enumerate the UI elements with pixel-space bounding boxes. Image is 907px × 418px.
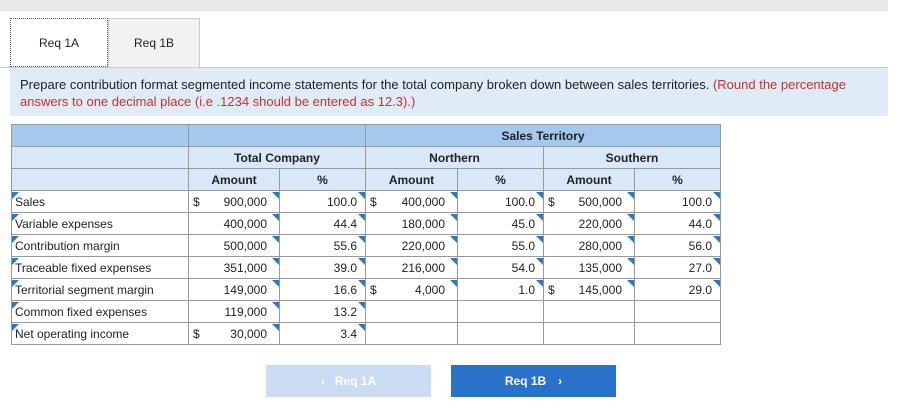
col-header-amount: Amount: [544, 169, 635, 191]
total-amount-input[interactable]: [189, 301, 280, 323]
segmented-income-statement: [11, 124, 721, 345]
south-amount-input[interactable]: [544, 213, 635, 235]
prev-req-label: Req 1A: [334, 374, 377, 388]
total-percent-input[interactable]: [280, 235, 366, 257]
north-amount-input[interactable]: [366, 213, 458, 235]
north-amount-input[interactable]: [366, 235, 458, 257]
dollar-sign: $: [370, 282, 377, 297]
north-percent-input[interactable]: [458, 213, 544, 235]
amount-value: 500,000: [578, 194, 622, 209]
table-row: [12, 323, 721, 345]
segment-header-southern: Southern: [544, 147, 721, 169]
chevron-right-icon: ›: [558, 374, 563, 388]
segment-header-total: Total Company: [189, 147, 366, 169]
north-percent-input[interactable]: [458, 235, 544, 257]
percent-value: 100.0: [326, 194, 357, 209]
percent-value: 100.0: [682, 194, 713, 209]
north-amount-input[interactable]: [366, 279, 458, 301]
row-label[interactable]: [12, 279, 189, 301]
south-amount-input[interactable]: [544, 235, 635, 257]
amount-value: 220,000: [401, 238, 445, 253]
amount-value: 216,000: [401, 260, 445, 275]
south-amount-input: [544, 301, 635, 323]
row-label[interactable]: [12, 257, 189, 279]
amount-value: 500,000: [223, 238, 267, 253]
north-percent-input: [458, 323, 544, 345]
dollar-sign: $: [193, 326, 200, 341]
dollar-sign: $: [548, 282, 555, 297]
amount-value: 900,000: [223, 194, 267, 209]
total-percent-input[interactable]: [280, 213, 366, 235]
next-req-button[interactable]: [451, 365, 616, 397]
amount-value: 400,000: [401, 194, 445, 209]
north-amount-input[interactable]: [366, 257, 458, 279]
instructions-rounding-note: (Round the percentage answers to one decimal place (i.e .1234 should be entered as 12.3).): [20, 77, 846, 109]
row-label[interactable]: [12, 301, 189, 323]
percent-value: 13.2: [333, 304, 357, 319]
amount-value: 149,000: [223, 282, 267, 297]
south-amount-input[interactable]: [544, 191, 635, 213]
total-percent-input[interactable]: [280, 279, 366, 301]
table-row: [12, 191, 721, 213]
percent-value: 27.0: [688, 260, 713, 275]
percent-value: 54.0: [511, 260, 535, 275]
chevron-left-icon: ‹: [320, 374, 325, 388]
row-label-text: Variable expenses: [15, 216, 113, 231]
instructions-text: Prepare contribution format segmented income statements for the total company broken down between sales territories.: [20, 77, 713, 92]
total-amount-input[interactable]: [189, 191, 280, 213]
table-row: [12, 235, 721, 257]
sales-territory-header: Sales Territory: [366, 125, 721, 147]
south-percent-input[interactable]: [635, 257, 721, 279]
north-percent-input[interactable]: [458, 279, 544, 301]
row-label[interactable]: [12, 235, 189, 257]
total-percent-input[interactable]: [280, 301, 366, 323]
south-amount-input[interactable]: [544, 257, 635, 279]
prev-req-button[interactable]: [266, 365, 431, 397]
table-row: [12, 279, 721, 301]
north-percent-input[interactable]: [458, 257, 544, 279]
row-label[interactable]: [12, 323, 189, 345]
col-header-pct: %: [280, 169, 366, 191]
row-label[interactable]: [12, 191, 189, 213]
percent-value: 29.0: [688, 282, 713, 297]
total-percent-input[interactable]: [280, 191, 366, 213]
amount-value: 4,000: [414, 282, 445, 297]
total-percent-input[interactable]: [280, 323, 366, 345]
next-req-label: Req 1B: [504, 374, 547, 388]
tab-req-1a[interactable]: Req 1A: [10, 18, 108, 67]
north-percent-input: [458, 301, 544, 323]
percent-value: 44.0: [688, 216, 713, 231]
south-percent-input[interactable]: [635, 213, 721, 235]
percent-value: 39.0: [333, 260, 357, 275]
south-percent-input: [635, 301, 721, 323]
total-percent-input[interactable]: [280, 257, 366, 279]
percent-value: 44.4: [333, 216, 357, 231]
amount-value: 220,000: [578, 216, 622, 231]
dollar-sign: $: [193, 194, 200, 209]
percent-value: 56.0: [688, 238, 713, 253]
col-header-pct: %: [635, 169, 721, 191]
total-amount-input[interactable]: [189, 279, 280, 301]
row-label-text: Net operating income: [15, 326, 130, 341]
north-percent-input[interactable]: [458, 191, 544, 213]
percent-value: 45.0: [511, 216, 535, 231]
south-percent-input[interactable]: [635, 279, 721, 301]
total-amount-input[interactable]: [189, 235, 280, 257]
col-header-amount: Amount: [366, 169, 458, 191]
total-amount-input[interactable]: [189, 257, 280, 279]
amount-value: 351,000: [223, 260, 267, 275]
percent-value: 55.6: [333, 238, 357, 253]
percent-value: 55.0: [511, 238, 535, 253]
south-amount-input: [544, 323, 635, 345]
row-label-text: Contribution margin: [15, 238, 120, 253]
amount-value: 30,000: [230, 326, 267, 341]
table-row: [12, 257, 721, 279]
table-row: [12, 301, 721, 323]
north-amount-input: [366, 323, 458, 345]
south-percent-input[interactable]: [635, 191, 721, 213]
row-label[interactable]: [12, 213, 189, 235]
south-percent-input[interactable]: [635, 235, 721, 257]
segment-header-northern: Northern: [366, 147, 544, 169]
row-label-text: Traceable fixed expenses: [15, 260, 152, 275]
total-amount-input[interactable]: [189, 213, 280, 235]
top-bar: [0, 0, 888, 11]
south-amount-input[interactable]: [544, 279, 635, 301]
percent-value: 3.4: [340, 326, 357, 341]
north-amount-input[interactable]: [366, 191, 458, 213]
amount-value: 119,000: [224, 304, 267, 319]
row-label-text: Territorial segment margin: [15, 282, 154, 297]
percent-value: 1.0: [518, 282, 535, 297]
row-label-text: Sales: [15, 194, 46, 209]
col-header-pct: %: [458, 169, 544, 191]
tab-row: [0, 18, 888, 68]
amount-value: 145,000: [578, 282, 622, 297]
amount-value: 180,000: [401, 216, 445, 231]
percent-value: 16.6: [333, 282, 357, 297]
north-amount-input: [366, 301, 458, 323]
south-percent-input: [635, 323, 721, 345]
col-header-amount: Amount: [189, 169, 280, 191]
amount-value: 280,000: [578, 238, 622, 253]
row-label-text: Common fixed expenses: [15, 304, 148, 319]
instructions-panel: [10, 68, 888, 116]
dollar-sign: $: [370, 194, 377, 209]
amount-value: 135,000: [578, 260, 622, 275]
tab-req-1b[interactable]: Req 1B: [108, 18, 200, 67]
amount-value: 400,000: [223, 216, 267, 231]
total-amount-input[interactable]: [189, 323, 280, 345]
percent-value: 100.0: [504, 194, 535, 209]
table-row: [12, 213, 721, 235]
dollar-sign: $: [548, 194, 555, 209]
